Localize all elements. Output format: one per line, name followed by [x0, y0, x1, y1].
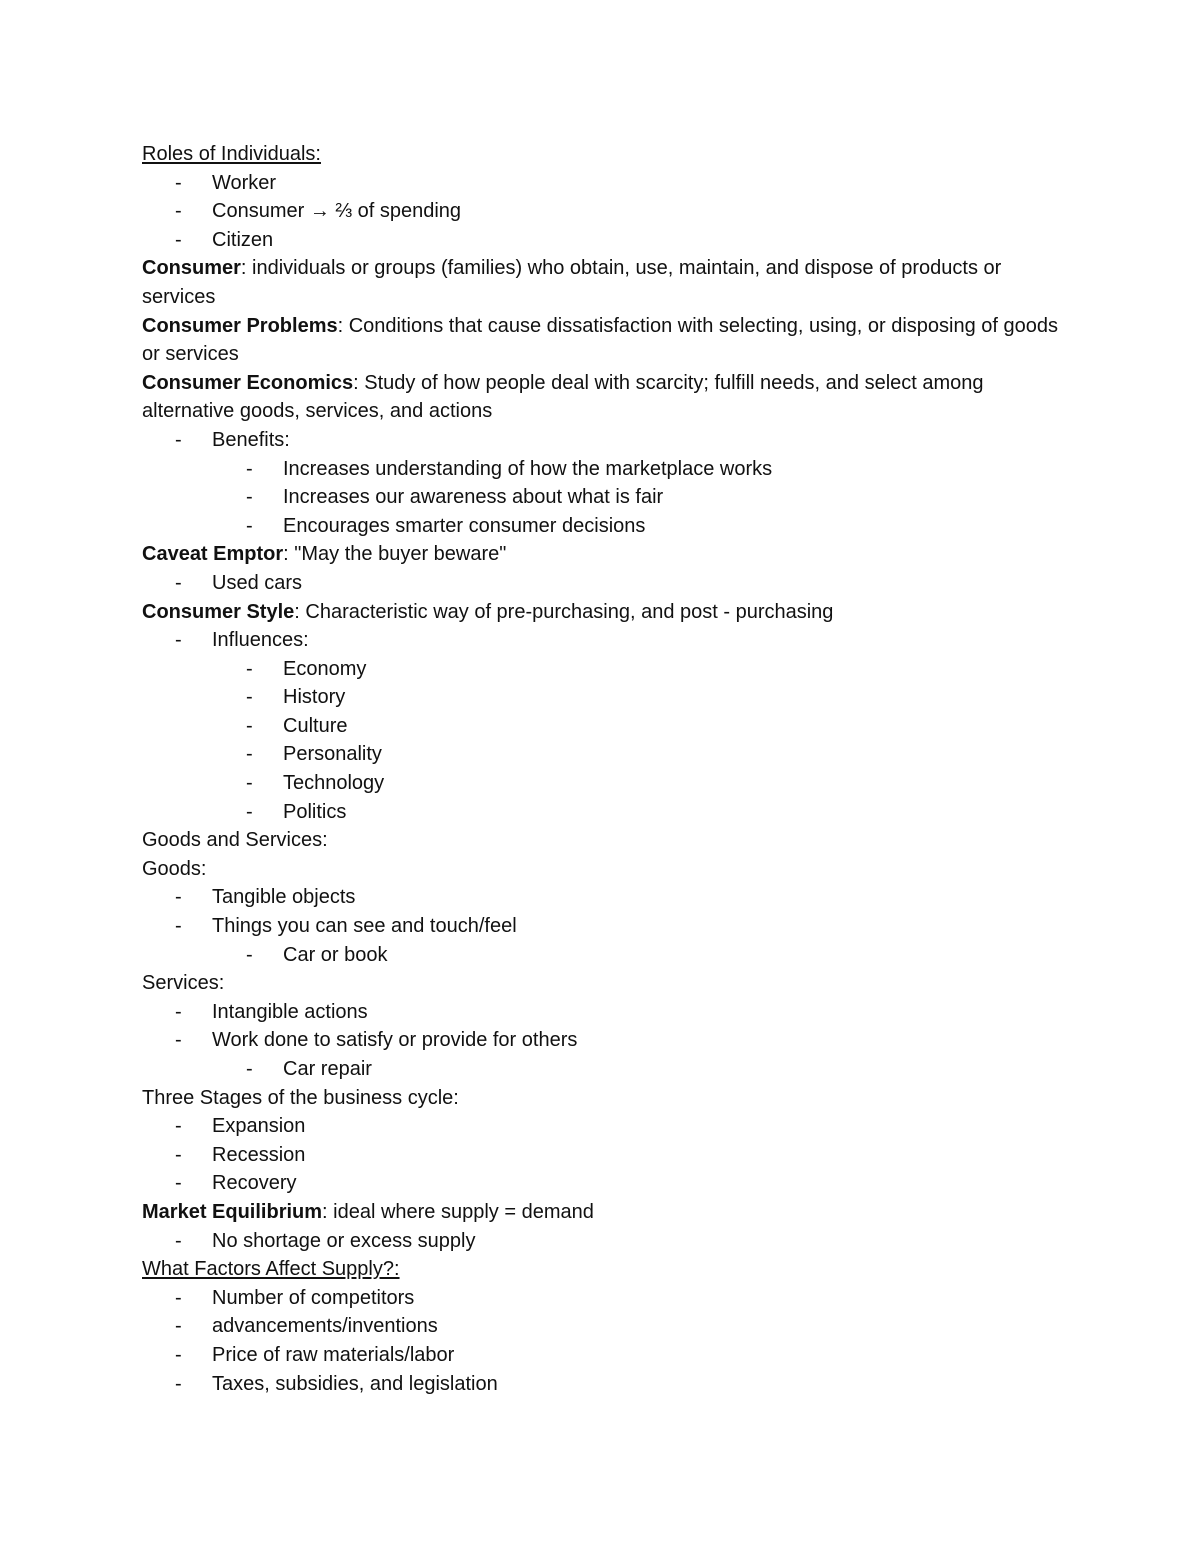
bullet-dash: -: [175, 629, 182, 652]
list-item-text: Politics: [283, 800, 347, 823]
list-item: [142, 169, 1072, 198]
sub-list-item: [142, 1055, 1072, 1084]
sub-list-item: [142, 740, 1072, 769]
sub-list-item: [142, 683, 1072, 712]
list-item-text: Number of competitors: [212, 1286, 415, 1309]
list-item: [142, 1112, 1072, 1141]
list-item-text: Car or book: [283, 943, 388, 966]
sub-list-item: [142, 712, 1072, 741]
definition-caveat-emptor: [142, 540, 1072, 569]
bullet-dash: -: [175, 886, 182, 909]
definition-text: : "May the buyer beware": [283, 543, 507, 566]
list-item-text: Increases our awareness about what is fair: [283, 486, 664, 509]
term: Consumer Style: [142, 600, 295, 623]
definition-consumer: [142, 254, 1072, 311]
list-item-text: Worker: [212, 171, 277, 194]
list-item: [142, 426, 1072, 455]
list-item-text: Citizen: [212, 228, 274, 251]
list-item-text: Increases understanding of how the marketplace works: [283, 457, 773, 480]
list-item-text: Things you can see and touch/feel: [212, 915, 517, 938]
bullet-dash: -: [175, 228, 182, 251]
section-heading-business-cycle: Three Stages of the business cycle:: [142, 1086, 459, 1109]
list-item: [142, 883, 1072, 912]
list-item-text: Benefits:: [212, 428, 290, 451]
subheading-goods: Goods:: [142, 857, 207, 880]
list-item-text: Technology: [283, 772, 385, 795]
bullet-dash: -: [175, 1172, 182, 1195]
list-item-text: Influences:: [212, 629, 309, 652]
bullet-dash: -: [175, 915, 182, 938]
term: Market Equilibrium: [142, 1200, 323, 1223]
list-item: [142, 1370, 1072, 1399]
section-heading-supply-factors: What Factors Affect Supply?:: [142, 1258, 400, 1281]
list-item-text: Tangible objects: [212, 886, 356, 909]
bullet-dash: -: [246, 657, 253, 680]
list-item: [142, 197, 1072, 226]
bullet-dash: -: [175, 171, 182, 194]
bullet-dash: -: [246, 486, 253, 509]
list-item: [142, 226, 1072, 255]
sub-list-item: [142, 941, 1072, 970]
bullet-dash: -: [175, 1115, 182, 1138]
document-page: [142, 140, 1072, 1398]
bullet-dash: -: [175, 1372, 182, 1395]
list-item: [142, 1284, 1072, 1313]
bullet-dash: -: [246, 457, 253, 480]
list-item-text: Used cars: [212, 571, 303, 594]
bullet-dash: -: [246, 800, 253, 823]
subheading-services: Services:: [142, 972, 225, 995]
bullet-dash: -: [175, 1143, 182, 1166]
list-item: [142, 1141, 1072, 1170]
sub-list-item: [142, 655, 1072, 684]
list-item-text: advancements/inventions: [212, 1315, 438, 1338]
definition-consumer-style: [142, 598, 1072, 627]
sub-list-item: [142, 798, 1072, 827]
section-heading-goods-services: Goods and Services:: [142, 829, 328, 852]
section-heading-roles: Roles of Individuals:: [142, 143, 321, 165]
list-item-text: No shortage or excess supply: [212, 1229, 476, 1252]
definition-market-equilibrium: [142, 1198, 1072, 1227]
list-item: [142, 569, 1072, 598]
list-item-text: Intangible actions: [212, 1000, 368, 1023]
list-item-text: Taxes, subsidies, and legislation: [212, 1372, 498, 1395]
bullet-dash: -: [246, 1058, 253, 1080]
list-item: [142, 1227, 1072, 1256]
bullet-dash: -: [175, 571, 182, 594]
list-item-text: Economy: [283, 657, 367, 680]
sub-list-item: [142, 483, 1072, 512]
term: Consumer Economics: [142, 371, 354, 394]
list-item: [142, 912, 1072, 941]
bullet-dash: -: [175, 1286, 182, 1309]
bullet-dash: -: [175, 1315, 182, 1338]
bullet-dash: -: [246, 743, 253, 766]
list-item-text: Personality: [283, 743, 382, 766]
bullet-dash: -: [175, 1029, 182, 1052]
term: Consumer: [142, 257, 241, 280]
definition-text: : ideal where supply = demand: [322, 1200, 594, 1223]
list-item-text: Consumer → ⅔ of spending: [212, 200, 462, 223]
list-item: [142, 998, 1072, 1027]
bullet-dash: -: [246, 686, 253, 709]
definition-consumer-economics: [142, 369, 1072, 426]
list-item: [142, 1169, 1072, 1198]
list-item-text: Car repair: [283, 1058, 372, 1080]
bullet-dash: -: [175, 1343, 182, 1366]
list-item-text: Encourages smarter consumer decisions: [283, 514, 646, 537]
bullet-dash: -: [246, 514, 253, 537]
term: Caveat Emptor: [142, 543, 284, 566]
sub-list-item: [142, 455, 1072, 484]
list-item-text: Price of raw materials/labor: [212, 1343, 455, 1366]
bullet-dash: -: [175, 428, 182, 451]
sub-list-item: [142, 769, 1072, 798]
definition-consumer-problems: [142, 312, 1072, 369]
list-item-text: Expansion: [212, 1115, 306, 1138]
bullet-dash: -: [175, 1229, 182, 1252]
term: Consumer Problems: [142, 314, 338, 337]
bullet-dash: -: [175, 200, 182, 223]
list-item: [142, 1026, 1072, 1055]
bullet-dash: -: [175, 1000, 182, 1023]
bullet-dash: -: [246, 943, 253, 966]
bullet-dash: -: [246, 714, 253, 737]
list-item: [142, 1341, 1072, 1370]
definition-text: : Conditions that cause dissatisfaction with selecting, using, or disposing of goods or services: [142, 314, 1059, 366]
list-item: [142, 626, 1072, 655]
bullet-dash: -: [246, 772, 253, 795]
list-item-text: Recession: [212, 1143, 306, 1166]
list-item-text: Recovery: [212, 1172, 297, 1195]
sub-list-item: [142, 512, 1072, 541]
definition-text: : individuals or groups (families) who obtain, use, maintain, and dispose of products or services: [142, 257, 1002, 308]
list-item-text: Culture: [283, 714, 348, 737]
list-item-text: Work done to satisfy or provide for others: [212, 1029, 578, 1052]
list-item: [142, 1312, 1072, 1341]
definition-text: : Characteristic way of pre-purchasing, and post - purchasing: [294, 600, 834, 623]
definition-text: : Study of how people deal with scarcity; fulfill needs, and select among alternative goods, services, and actions: [142, 371, 984, 423]
list-item-text: History: [283, 686, 346, 709]
